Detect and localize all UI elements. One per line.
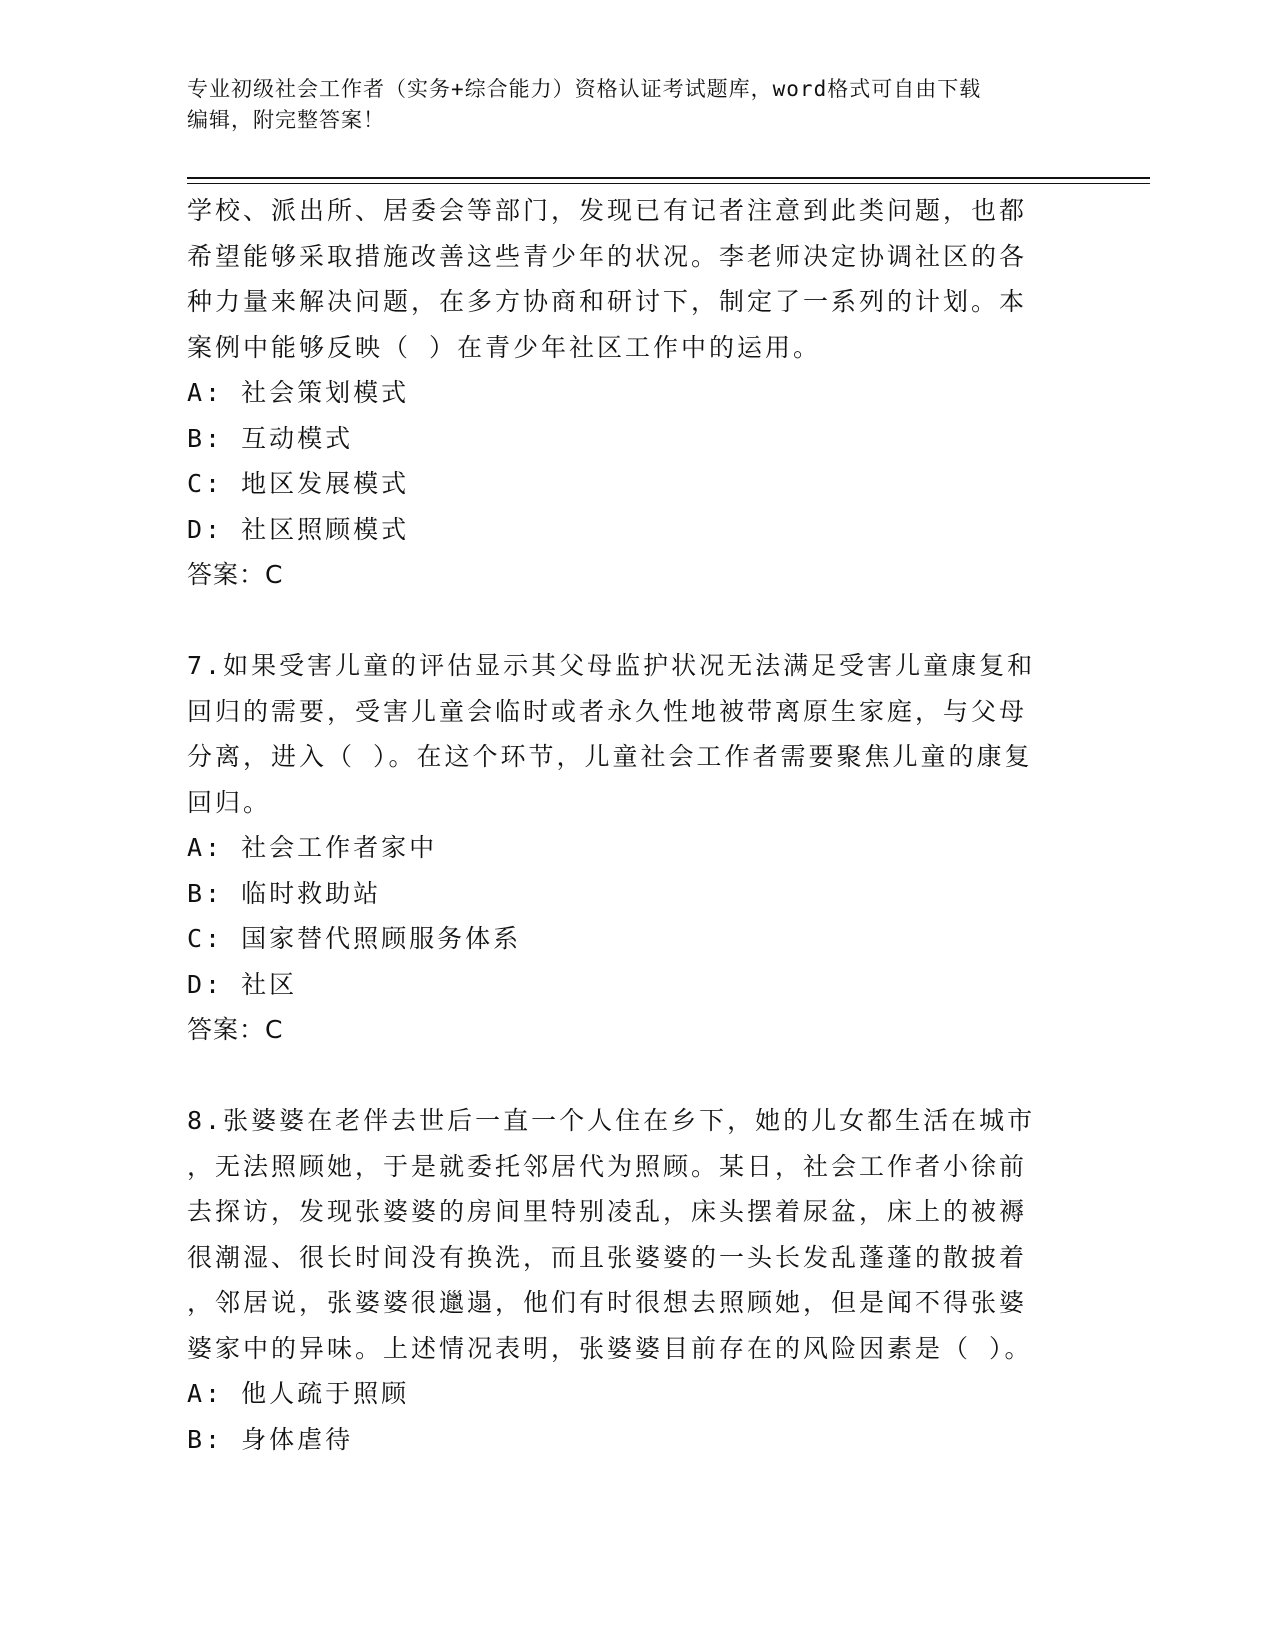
option-b: B: 身体虐待 xyxy=(187,1424,354,1454)
option-a: A: 社会策划模式 xyxy=(187,378,410,407)
header-divider-thick xyxy=(187,177,1150,179)
question-stem-line: 去探访，发现张婆婆的房间里特别凌乱，床头摆着尿盆，床上的被褥 xyxy=(187,1197,1028,1226)
option-b: B: 临时救助站 xyxy=(187,878,382,908)
header-line-1: 专业初级社会工作者（实务+综合能力）资格认证考试题库，word格式可自由下载 xyxy=(187,77,982,101)
option-b: B: 互动模式 xyxy=(187,423,354,453)
question-stem-line: 学校、派出所、居委会等部门，发现已有记者注意到此类问题，也都 xyxy=(187,196,1028,225)
question-stem-line: 很潮湿、很长时间没有换洗，而且张婆婆的一头长发乱蓬蓬的散披着 xyxy=(187,1242,1028,1272)
question-stem-line: 案例中能够反映（ ）在青少年社区工作中的运用。 xyxy=(187,332,822,362)
document-header xyxy=(187,74,1087,136)
question-stem-line: ，邻居说，张婆婆很邋遢，他们有时很想去照顾她，但是闻不得张婆 xyxy=(187,1288,1028,1317)
question-spacer xyxy=(187,598,1087,644)
question-stem-line: 希望能够采取措施改善这些青少年的状况。李老师决定协调社区的各 xyxy=(187,241,1028,271)
option-d: D: 社区照顾模式 xyxy=(187,514,410,544)
question-stem-line: 分离，进入（ ）。在这个环节，儿童社会工作者需要聚焦儿童的康复 xyxy=(187,742,1033,771)
header-divider-thin xyxy=(187,183,1150,184)
question-6 xyxy=(187,188,1087,598)
question-8 xyxy=(187,1098,1087,1462)
question-stem-line: 婆家中的异味。上述情况表明，张婆婆目前存在的风险因素是（ ）。 xyxy=(187,1333,1033,1363)
document-body xyxy=(187,188,1087,1462)
option-d: D: 社区 xyxy=(187,969,298,999)
question-7 xyxy=(187,643,1087,1053)
header-line-2: 编辑，附完整答案！ xyxy=(187,108,385,132)
question-stem-line: 种力量来解决问题，在多方协商和研讨下，制定了一系列的计划。本 xyxy=(187,287,1028,316)
question-spacer xyxy=(187,1053,1087,1099)
option-c: C: 国家替代照顾服务体系 xyxy=(187,924,522,953)
option-a: A: 社会工作者家中 xyxy=(187,833,438,862)
question-stem-line: 7.如果受害儿童的评估显示其父母监护状况无法满足受害儿童康复和 xyxy=(187,651,1036,680)
option-a: A: 他人疏于照顾 xyxy=(187,1379,410,1408)
question-stem-line: 8.张婆婆在老伴去世后一直一个人住在乡下，她的儿女都生活在城市 xyxy=(187,1106,1036,1135)
answer-line: 答案：C xyxy=(187,560,284,589)
question-stem-line: 回归的需要，受害儿童会临时或者永久性地被带离原生家庭，与父母 xyxy=(187,696,1028,726)
question-stem-line: 回归。 xyxy=(187,787,272,817)
option-c: C: 地区发展模式 xyxy=(187,469,410,498)
answer-line: 答案：C xyxy=(187,1015,284,1044)
question-stem-line: ，无法照顾她，于是就委托邻居代为照顾。某日，社会工作者小徐前 xyxy=(187,1151,1028,1181)
